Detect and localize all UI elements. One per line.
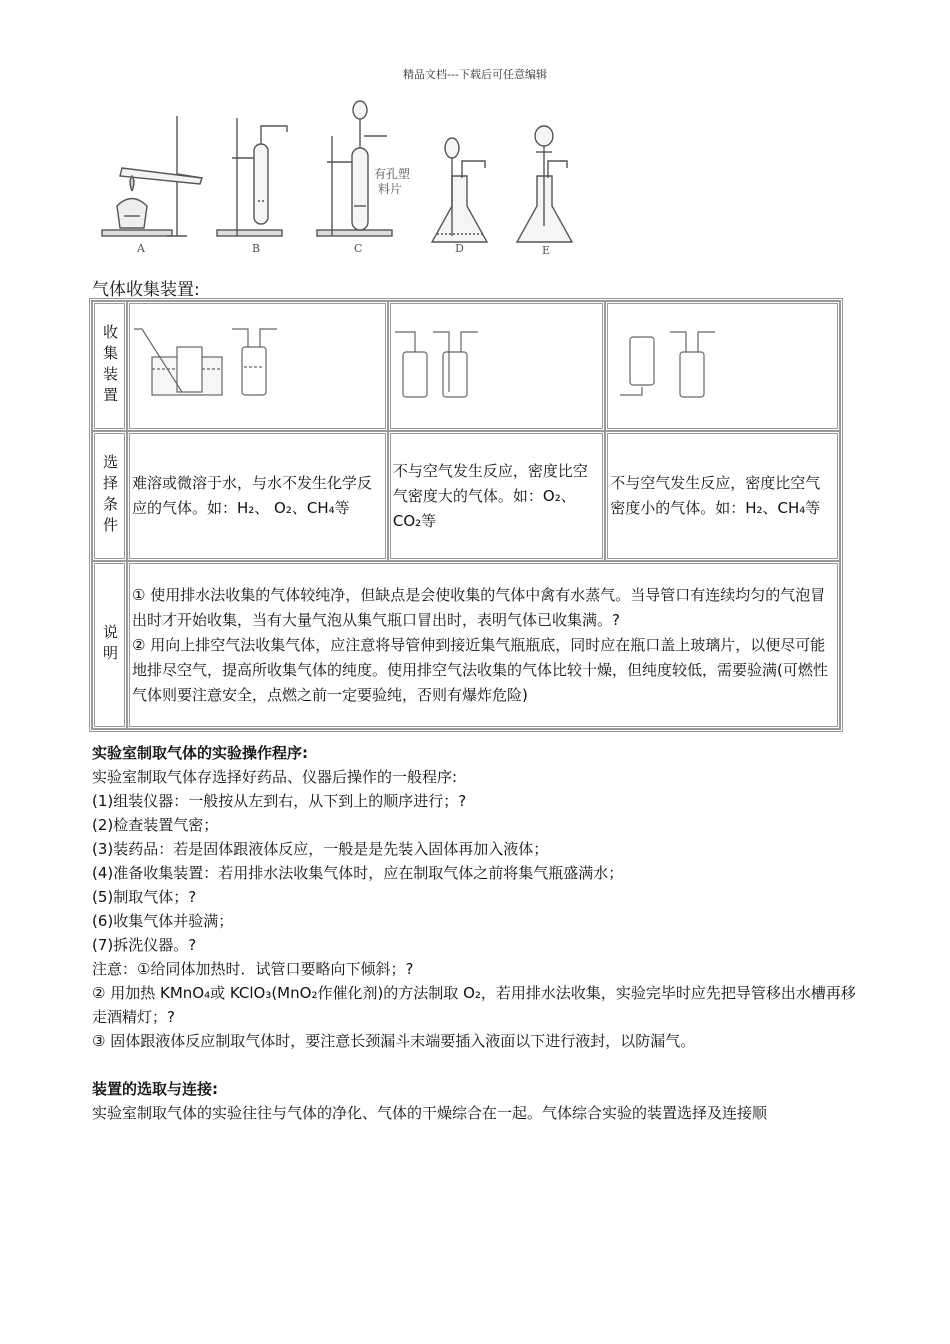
- row-header-condition: 选择条件: [92, 431, 127, 561]
- collect-section-title: 气体收集装置:: [92, 280, 200, 300]
- procedure-step-3: (3)装药品：若是固体跟液体反应，一般是是先装入固体再加入液体；: [92, 840, 549, 858]
- water-displacement-drawing: [132, 317, 282, 407]
- procedure-step-4: (4)准备收集装置：若用排水法收集气体时，应在制取气体之前将集气瓶盛满水；: [92, 864, 624, 882]
- procedure-caution-1: 注意：①给同体加热时．试管口要略向下倾斜；?: [92, 960, 414, 978]
- page-header: 精品文档---下载后可任意编辑: [403, 68, 547, 81]
- apparatus-label-c: C: [354, 242, 363, 255]
- table-row: [92, 301, 840, 431]
- apparatus-label-d: D: [455, 242, 464, 255]
- apparatus-d-drawing: [432, 138, 487, 242]
- gas-generation-apparatus-figure: [92, 96, 592, 256]
- apparatus-e-drawing: [517, 126, 572, 242]
- procedure-intro: 实验室制取气体存选择好药品、仪器后操作的一般程序:: [92, 768, 458, 786]
- condition-downward-air: 不与空气发生反应，密度比空气密度小的气体。如：H₂、CH₄等: [605, 431, 840, 561]
- row-header-note: 说明: [92, 561, 127, 729]
- procedure-caution-2: ② 用加热 KMnO₄或 KClO₃(MnO₂作催化剂)的方法制取 O₂，若用排水法收集，实验完毕时应先把导管移出水槽再移走酒精灯；?: [92, 984, 856, 1026]
- apparatus-b-drawing: [217, 118, 287, 236]
- apparatus-c-note-2: 料片: [378, 182, 403, 196]
- connection-title: 装置的选取与连接:: [92, 1080, 218, 1098]
- device-water-displacement-cell: [127, 301, 388, 431]
- apparatus-label-a: A: [137, 242, 145, 255]
- condition-upward-air: 不与空气发生反应，密度比空气密度大的气体。如：O₂、CO₂等: [388, 431, 605, 561]
- row-header-device: 收集装置: [92, 301, 127, 431]
- upward-air-displacement-drawing: [393, 317, 513, 407]
- downward-air-displacement-drawing: [610, 317, 730, 407]
- notes-cell: [127, 561, 840, 729]
- procedure-step-7: (7)拆洗仪器。?: [92, 936, 197, 954]
- procedure-step-5: (5)制取气体；?: [92, 888, 197, 906]
- apparatus-c-note-1: 有孔塑: [374, 167, 411, 181]
- note-air-displacement: ② 用向上排空气法收集气体，应注意将导管伸到接近集气瓶瓶底，同时应在瓶口盖上玻璃片，以便尽可能地排尽空气，提高所收集气体的纯度。使用排空气法收集的气体比较十燥，但纯度较低，需要验满(可燃性气体则要注意安全，点燃之前一定要验纯，否则有爆炸危险): [132, 635, 828, 704]
- procedure-caution-3: ③ 固体跟液体反应制取气体时，要注意长颈漏斗末端要插入液面以下进行液封，以防漏气。: [92, 1032, 696, 1050]
- procedure-step-2: (2)检查装置气密；: [92, 816, 219, 834]
- table-row: [92, 561, 840, 729]
- apparatus-a-drawing: [102, 116, 202, 236]
- note-water-displacement: ① 使用排水法收集的气体较纯净，但缺点是会使收集的气体中禽有水蒸气。当导管口有连续均匀的气泡冒出时才开始收集，当有大量气泡从集气瓶口冒出时，表明气体已收集满。?: [132, 585, 826, 629]
- procedure-section: [92, 741, 862, 1053]
- apparatus-label-b: B: [252, 242, 261, 255]
- device-upward-air-cell: [388, 301, 605, 431]
- table-row: [92, 431, 840, 561]
- connection-section: [92, 1077, 862, 1125]
- procedure-step-6: (6)收集气体并验满；: [92, 912, 234, 930]
- condition-water-displacement: 难溶或微溶于水，与水不发生化学反应的气体。如：H₂、 O₂、CH₄等: [127, 431, 388, 561]
- procedure-step-1: (1)组装仪器：一般按从左到右，从下到上的顺序进行；?: [92, 792, 467, 810]
- procedure-title: 实验室制取气体的实验操作程序:: [92, 744, 309, 762]
- connection-text: 实验室制取气体的实验往往与气体的净化、气体的干燥综合在一起。气体综合实验的装置选择及连接顺: [92, 1104, 768, 1122]
- gas-collection-table: [89, 298, 843, 732]
- apparatus-label-e: E: [542, 244, 551, 256]
- device-downward-air-cell: [605, 301, 840, 431]
